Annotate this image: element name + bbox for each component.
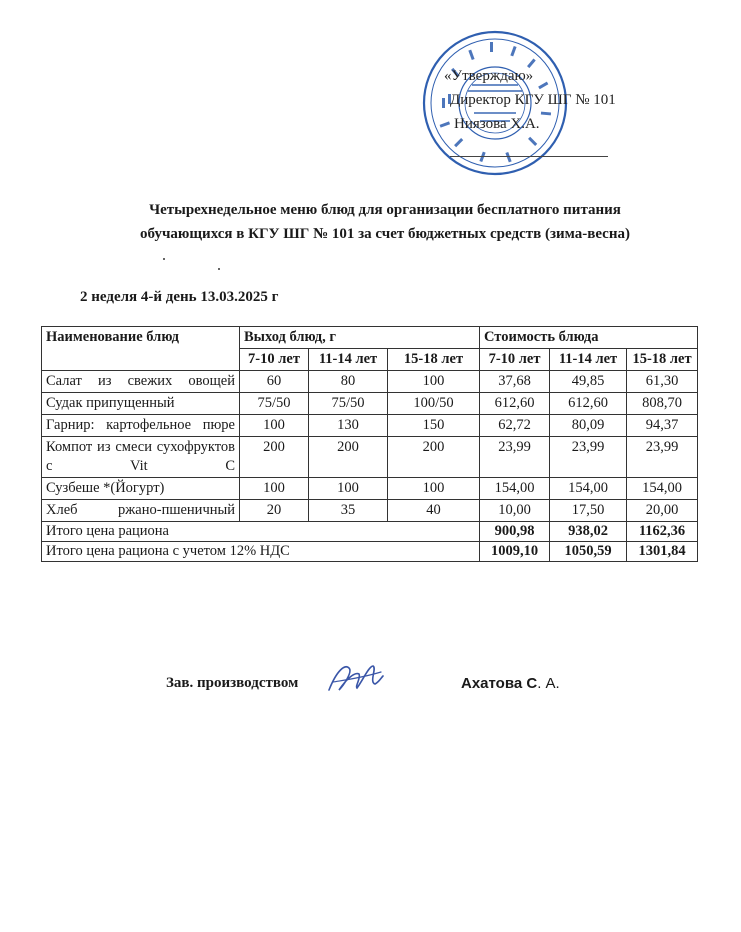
total-vat-value: 1009,10 — [480, 542, 550, 562]
dish-name: Судак припущенный — [42, 393, 240, 415]
table-row — [42, 415, 698, 437]
age-group: 7-10 лет — [480, 349, 550, 371]
dish-name: Компот из смеси сухофруктов с Vit C — [42, 437, 240, 478]
menu-table — [41, 326, 698, 562]
total-value: 1162,36 — [627, 522, 698, 542]
dish-output: 60 — [240, 371, 309, 393]
dish-output: 100 — [240, 478, 309, 500]
day-line: 2 неделя 4-й день 13.03.2025 г — [80, 289, 279, 305]
dish-output: 150 — [388, 415, 480, 437]
total-row — [42, 522, 698, 542]
total-vat-value: 1050,59 — [550, 542, 627, 562]
footer-name — [461, 675, 560, 692]
dish-output: 40 — [388, 500, 480, 522]
table-row — [42, 371, 698, 393]
dish-cost: 154,00 — [627, 478, 698, 500]
footer-name-rest: . А. — [537, 675, 560, 692]
dish-output: 200 — [240, 437, 309, 478]
dish-cost: 37,68 — [480, 371, 550, 393]
document-title — [60, 198, 710, 246]
dish-name: Хлеб ржано-пшеничный — [42, 500, 240, 522]
age-group: 15-18 лет — [627, 349, 698, 371]
scan-speck — [163, 258, 165, 260]
age-group: 15-18 лет — [388, 349, 480, 371]
table-row — [42, 437, 698, 478]
dish-cost: 10,00 — [480, 500, 550, 522]
header-name: Наименование блюд — [42, 327, 240, 371]
dish-cost: 20,00 — [627, 500, 698, 522]
total-value: 900,98 — [480, 522, 550, 542]
dish-output: 100 — [240, 415, 309, 437]
dish-output: 80 — [309, 371, 388, 393]
dish-cost: 23,99 — [480, 437, 550, 478]
header-row — [42, 327, 698, 349]
scan-speck — [218, 268, 220, 270]
total-vat-label: Итого цена рациона с учетом 12% НДС — [42, 542, 480, 562]
total-label: Итого цена рациона — [42, 522, 480, 542]
dish-output: 100 — [388, 478, 480, 500]
age-group: 7-10 лет — [240, 349, 309, 371]
approval-line-director: Директор КГУ ШГ № 101 — [450, 92, 616, 108]
dish-cost: 612,60 — [550, 393, 627, 415]
dish-output: 75/50 — [309, 393, 388, 415]
table-row — [42, 478, 698, 500]
dish-cost: 80,09 — [550, 415, 627, 437]
header-output: Выход блюд, г — [240, 327, 480, 349]
dish-output: 35 — [309, 500, 388, 522]
total-vat-row — [42, 542, 698, 562]
dish-cost: 612,60 — [480, 393, 550, 415]
dish-output: 100/50 — [388, 393, 480, 415]
dish-output: 130 — [309, 415, 388, 437]
signature-line — [450, 156, 608, 157]
dish-cost: 94,37 — [627, 415, 698, 437]
title-line-1: Четырехнедельное меню блюд для организации бесплатного питания — [149, 202, 621, 218]
table-row — [42, 393, 698, 415]
dish-name: Гарнир: картофельное пюре — [42, 415, 240, 437]
handwritten-signature — [325, 660, 385, 696]
dish-cost: 154,00 — [480, 478, 550, 500]
dish-cost: 154,00 — [550, 478, 627, 500]
dish-output: 100 — [388, 371, 480, 393]
dish-output: 200 — [309, 437, 388, 478]
total-vat-value: 1301,84 — [627, 542, 698, 562]
dish-name: Салат из свежих овощей — [42, 371, 240, 393]
dish-output: 200 — [388, 437, 480, 478]
approval-line-name: Ниязова Х.А. — [454, 116, 540, 132]
dish-cost: 808,70 — [627, 393, 698, 415]
dish-name: Сузбеше *(Йогурт) — [42, 478, 240, 500]
header-cost: Стоимость блюда — [480, 327, 698, 349]
footer-position: Зав. производством — [166, 675, 299, 691]
dish-cost: 61,30 — [627, 371, 698, 393]
dish-output: 75/50 — [240, 393, 309, 415]
dish-cost: 49,85 — [550, 371, 627, 393]
dish-cost: 23,99 — [550, 437, 627, 478]
footer-name-bold: Ахатова С — [461, 675, 538, 692]
total-value: 938,02 — [550, 522, 627, 542]
dish-cost: 62,72 — [480, 415, 550, 437]
dish-output: 100 — [309, 478, 388, 500]
approval-block — [438, 64, 616, 136]
age-group: 11-14 лет — [550, 349, 627, 371]
dish-cost: 23,99 — [627, 437, 698, 478]
age-group: 11-14 лет — [309, 349, 388, 371]
dish-cost: 17,50 — [550, 500, 627, 522]
table-row — [42, 500, 698, 522]
title-line-2: обучающихся в КГУ ШГ № 101 за счет бюджетных средств (зима-весна) — [140, 226, 630, 242]
dish-output: 20 — [240, 500, 309, 522]
approval-line-approve: «Утверждаю» — [444, 68, 534, 84]
